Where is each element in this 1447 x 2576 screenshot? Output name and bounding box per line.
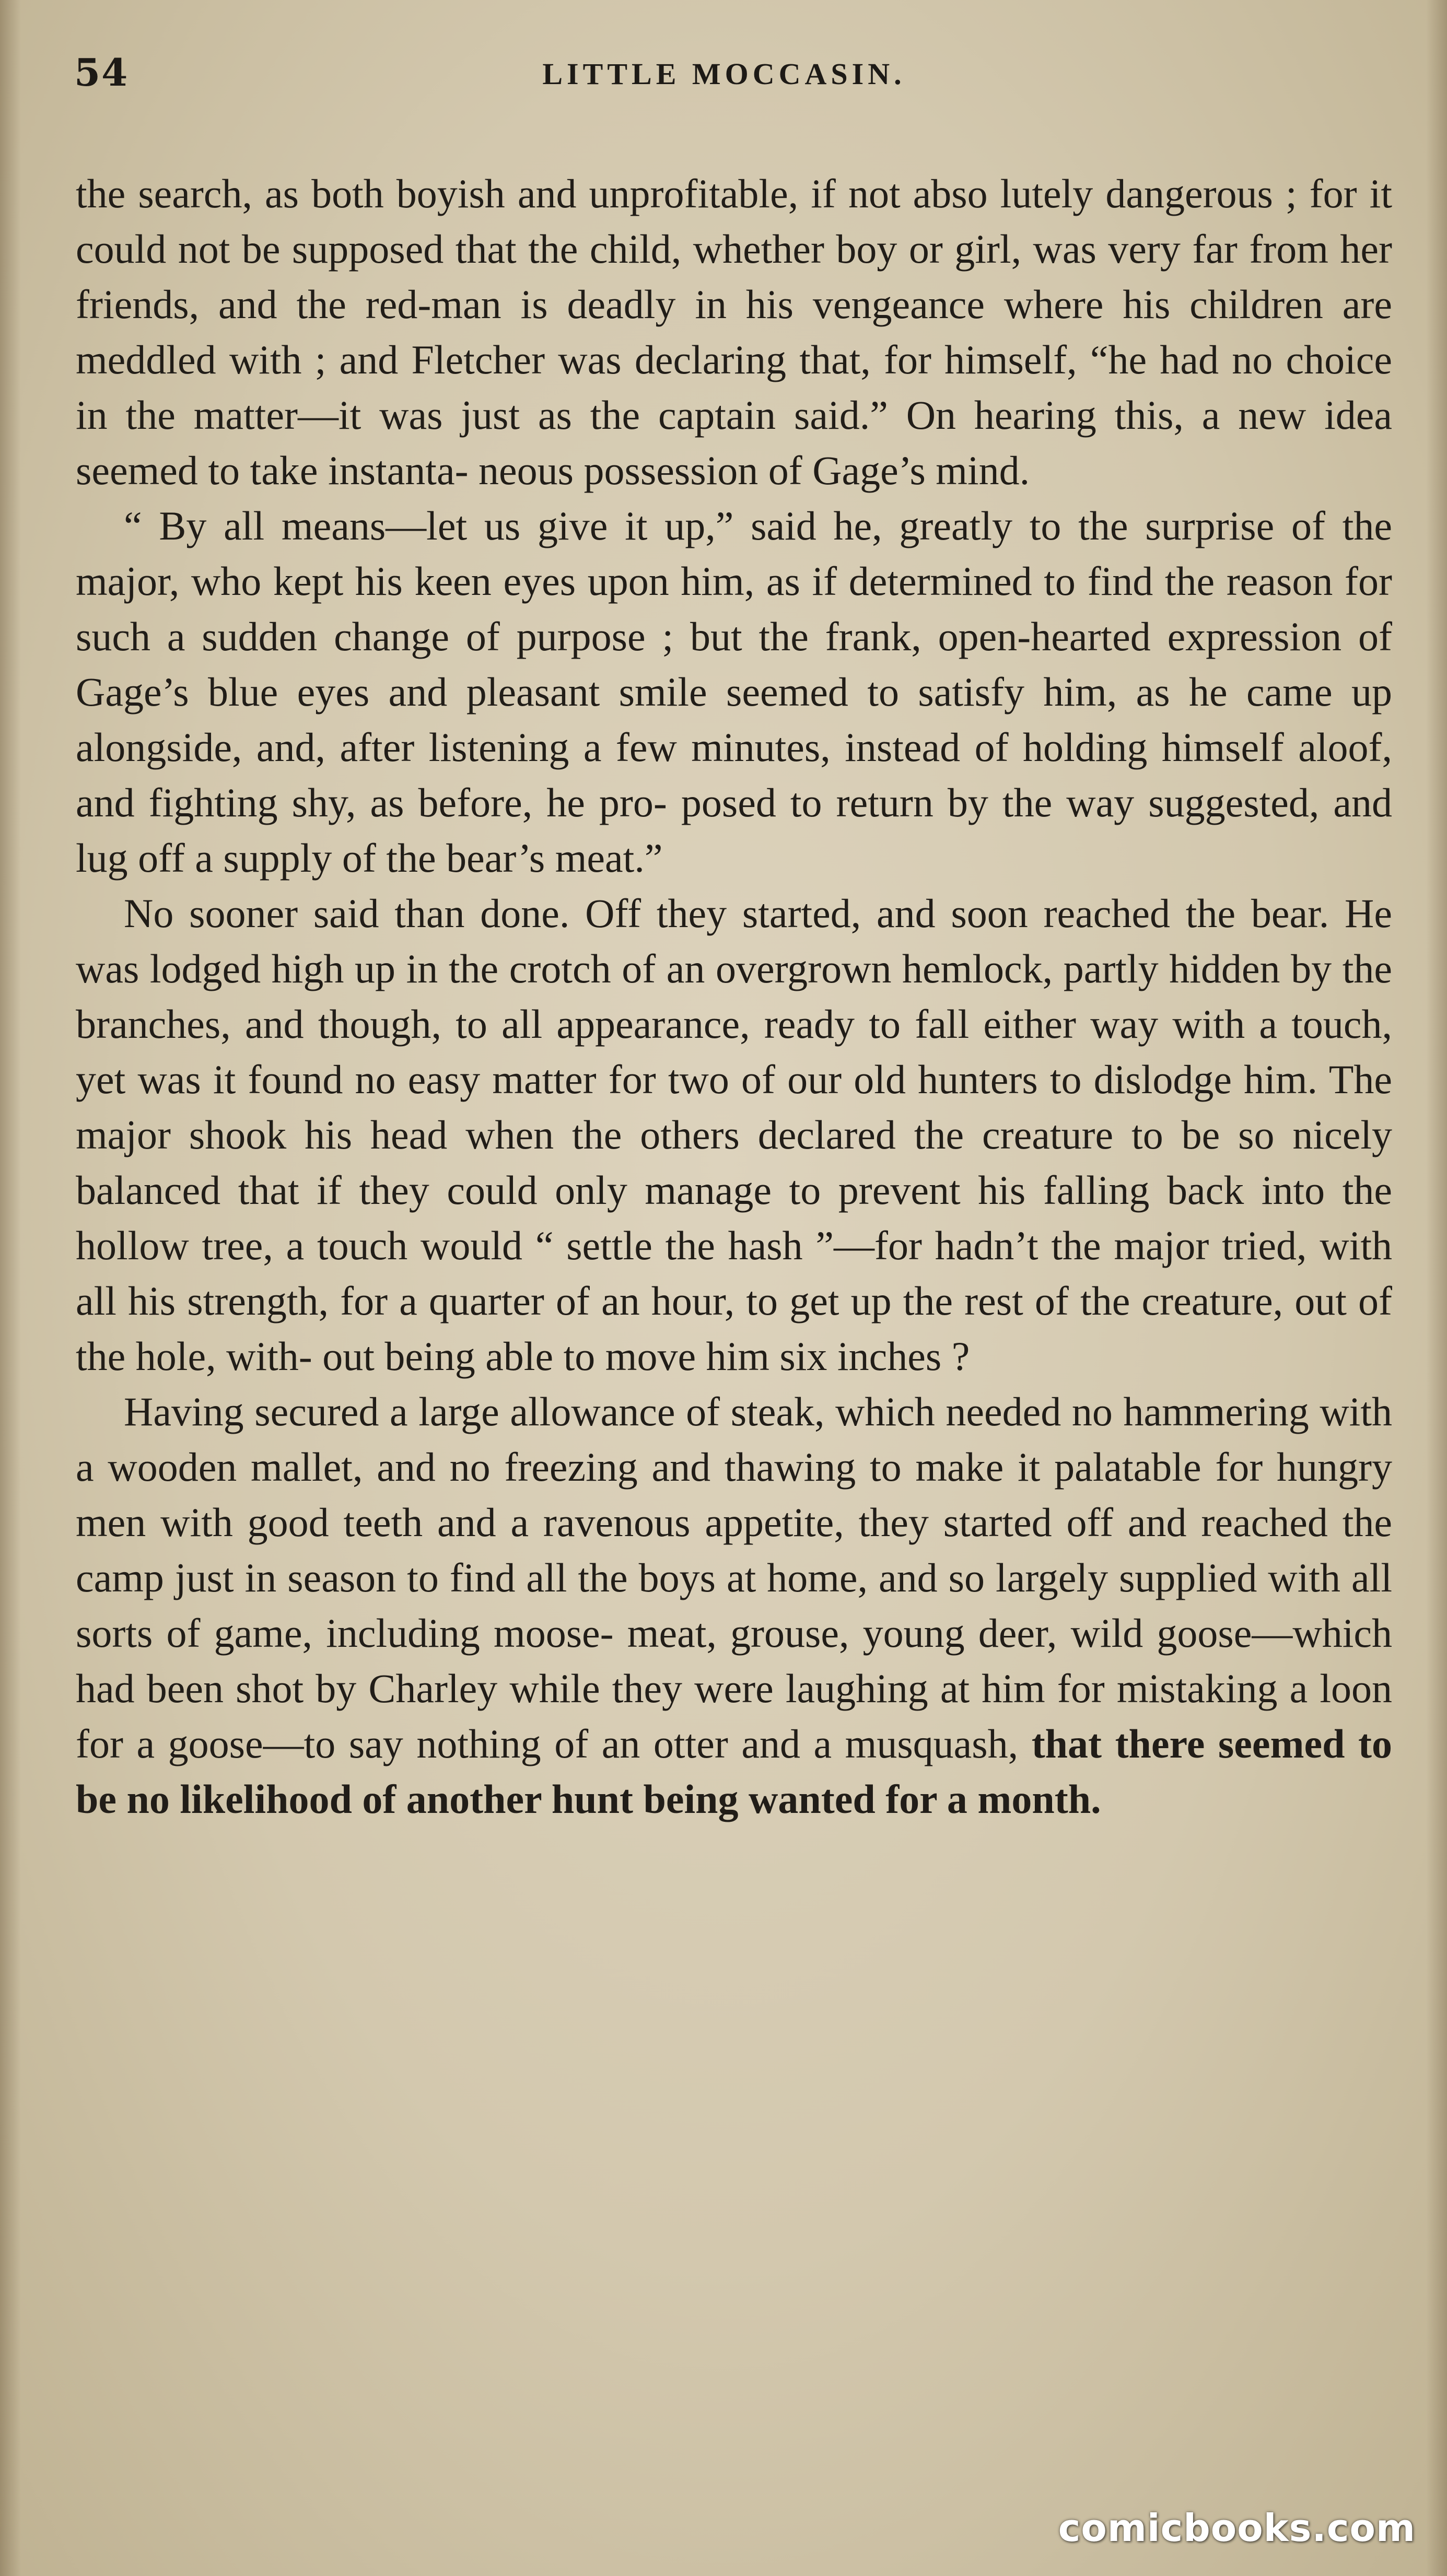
paragraph-2: “ By all means—let us give it up,” said he, greatly to the surprise of the major, who kept his keen eyes upon him, as if determined to find the reason for such a sudden change of purpose ; but the frank, open-hearted expression of Gage’s blue eyes and pleasant smile seemed to satisfy him, as he came up alongside, and, after listening a few minutes, instead of holding himself aloof, and fighting shy, as before, he pro- posed to return by the way suggested, and lug off a supply of the bear’s meat.” xyxy=(76,503,1392,881)
watermark: comicbooks.com xyxy=(1058,2506,1416,2550)
paragraph-4-ending: that there seemed to be no likelihood of another hunt being wanted for a month. xyxy=(76,1721,1392,1822)
paragraph-4 xyxy=(76,1384,1392,1827)
paragraph-4-text: Having secured a large allowance of steak, which needed no hammering with a wooden mallet, and no freezing and thawing to make it palatable for hungry men with good teeth and a ravenous appetite, they started off and reached the camp just in season to find all the boys at home, and so largely supplied with all sorts of game, including moose- meat, grouse, young deer, wild goose—which had been shot by Charley while they were laughing at him for mistaking a loon for a goose—to say nothing of an otter and a musquash, xyxy=(76,1389,1392,1766)
page-number: 54 xyxy=(74,50,129,95)
paragraph-3: No sooner said than done. Off they started, and soon reached the bear. He was lodged high up in the crotch of an overgrown hemlock, partly hidden by the branches, and though, to all appearance, ready to fall either way with a touch, yet was it found no easy matter for two of our old hunters to dislodge him. The major shook his head when the others declared the creature to be so nicely balanced that if they could only manage to prevent his falling back into the hollow tree, a touch would “ settle the hash ”—for hadn’t the major tried, with all his strength, for a quarter of an hour, to get up the rest of the creature, out of the hole, with- out being able to move him six inches ? xyxy=(76,891,1392,1379)
body-text xyxy=(76,166,1392,1827)
running-head xyxy=(74,50,1374,108)
paragraph-1: the search, as both boyish and unprofitable, if not abso lutely dangerous ; for it could not be supposed that the child, whether boy or girl, was very far from her friends, and the red-man is deadly in his vengeance where his children are meddled with ; and Fletcher was declaring that, for himself, “he had no choice in the matter—it was just as the captain said.” On hearing this, a new idea seemed to take instanta- neous possession of Gage’s mind. xyxy=(76,171,1392,493)
running-title: LITTLE MOCCASIN. xyxy=(542,57,906,91)
